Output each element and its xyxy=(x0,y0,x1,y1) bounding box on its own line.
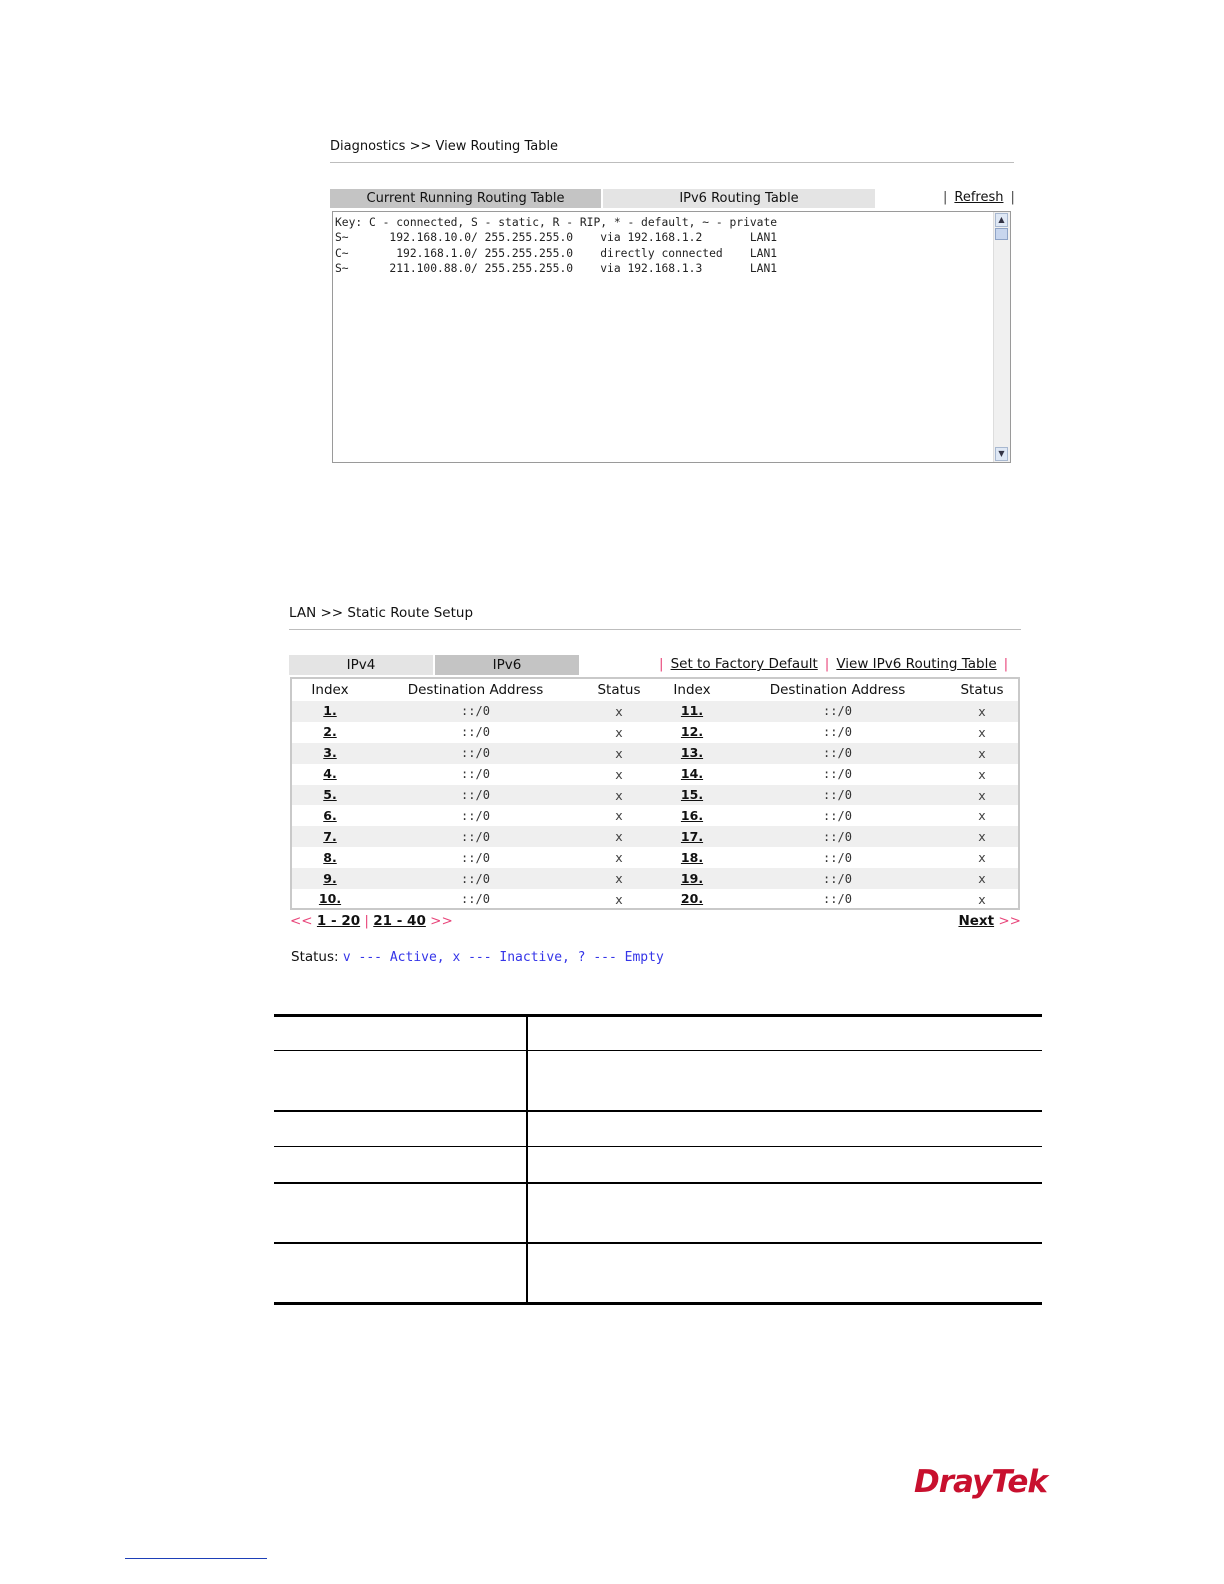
status-cell: x xyxy=(978,766,986,782)
status-cell: x xyxy=(978,891,986,907)
status-cell: x xyxy=(946,785,1018,806)
route-index-link[interactable]: 19. xyxy=(680,870,704,886)
table-header xyxy=(292,679,1018,701)
index-cell xyxy=(655,805,729,826)
destination-cell: ::/0 xyxy=(461,725,490,740)
static-route-table xyxy=(290,677,1020,910)
next-arrows: >> xyxy=(430,913,453,929)
index-cell xyxy=(655,847,729,868)
route-index-link[interactable]: 18. xyxy=(680,849,704,865)
table-row xyxy=(292,826,1018,847)
route-index-link[interactable]: 1. xyxy=(323,703,337,719)
table-row xyxy=(292,889,1018,910)
destination-cell: ::/0 xyxy=(729,868,946,889)
table-border-bottom xyxy=(274,1302,1042,1305)
destination-cell: ::/0 xyxy=(368,826,583,847)
index-cell xyxy=(655,868,729,889)
route-index-link[interactable]: 4. xyxy=(323,766,337,782)
next-link[interactable]: Next xyxy=(958,913,995,929)
status-legend-text: v --- Active, x --- Inactive, ? --- Empty xyxy=(342,950,664,965)
separator: | xyxy=(824,656,830,672)
status-cell: x xyxy=(615,850,623,866)
prev-arrows: << xyxy=(290,913,313,929)
destination-cell: ::/0 xyxy=(461,892,490,907)
table-row xyxy=(292,805,1018,826)
table-row-divider xyxy=(274,1110,1042,1112)
route-index-link[interactable]: 2. xyxy=(323,724,337,740)
index-cell xyxy=(292,701,368,722)
table-row-divider xyxy=(274,1242,1042,1244)
set-factory-default-link[interactable]: Set to Factory Default xyxy=(670,656,818,672)
status-cell: x xyxy=(615,766,623,782)
scrollbar-thumb[interactable] xyxy=(995,228,1008,240)
status-cell: x xyxy=(946,743,1018,764)
destination-cell: ::/0 xyxy=(368,785,583,806)
index-cell xyxy=(292,764,368,785)
table-border-top xyxy=(274,1014,1042,1017)
next-page xyxy=(958,913,1021,929)
footer-rule xyxy=(125,1558,267,1559)
divider xyxy=(289,629,1021,630)
column-header: Index xyxy=(673,682,711,698)
status-cell: x xyxy=(978,724,986,740)
index-cell xyxy=(292,847,368,868)
route-index-link[interactable]: 5. xyxy=(323,787,337,802)
table-row xyxy=(292,764,1018,785)
index-cell xyxy=(655,889,729,910)
route-index-link[interactable]: 14. xyxy=(680,766,704,782)
destination-cell: ::/0 xyxy=(823,850,852,865)
column-header: Destination Address xyxy=(407,682,544,698)
route-index-link[interactable]: 11. xyxy=(680,703,704,719)
status-cell: x xyxy=(583,743,655,764)
index-cell xyxy=(292,743,368,764)
route-index-link[interactable]: 16. xyxy=(680,807,704,823)
separator: | xyxy=(1010,190,1015,205)
divider xyxy=(330,162,1014,163)
index-cell xyxy=(655,764,729,785)
destination-cell: ::/0 xyxy=(461,808,490,823)
diagnostics-links xyxy=(936,190,1022,205)
draytek-logo: DrayTek xyxy=(914,1464,1047,1500)
table-row xyxy=(292,847,1018,868)
table-column-divider xyxy=(526,1014,528,1305)
status-cell: x xyxy=(583,785,655,806)
index-cell xyxy=(292,722,368,743)
route-index-link[interactable]: 6. xyxy=(323,807,337,823)
route-index-link[interactable]: 7. xyxy=(323,828,337,844)
route-index-link[interactable]: 8. xyxy=(323,849,337,865)
separator: | xyxy=(943,190,948,205)
table-row xyxy=(292,785,1018,806)
status-legend xyxy=(291,949,664,965)
route-index-link[interactable]: 17. xyxy=(680,828,704,844)
destination-cell: ::/0 xyxy=(823,808,852,823)
destination-cell: ::/0 xyxy=(823,767,852,782)
status-cell: x xyxy=(615,808,623,824)
scroll-up-icon[interactable]: ▲ xyxy=(995,213,1008,227)
page-link-21-40[interactable]: 21 - 40 xyxy=(373,913,426,929)
destination-cell: ::/0 xyxy=(729,701,946,722)
index-cell xyxy=(655,743,729,764)
status-cell: x xyxy=(615,724,623,740)
page-link-1-20[interactable]: 1 - 20 xyxy=(316,913,361,929)
next-arrows: >> xyxy=(998,913,1021,929)
tab-ipv6[interactable]: IPv6 xyxy=(435,655,579,675)
index-cell xyxy=(292,826,368,847)
static-route-links xyxy=(652,656,1015,672)
status-cell: x xyxy=(583,868,655,889)
tab-ipv6-routing-table[interactable]: IPv6 Routing Table xyxy=(603,189,875,208)
route-index-link[interactable]: 13. xyxy=(680,745,704,761)
index-cell xyxy=(292,785,368,806)
index-cell xyxy=(292,868,368,889)
status-label: Status: xyxy=(291,949,339,965)
index-cell xyxy=(655,701,729,722)
table-row xyxy=(292,701,1018,722)
route-index-link[interactable]: 12. xyxy=(680,724,704,740)
index-cell xyxy=(292,805,368,826)
table-row-divider xyxy=(274,1146,1042,1147)
routing-table-text: Key: C - connected, S - static, R - RIP, * - default, ~ - private S~ 192.168.10.0/ 255.255.255.0 via 192.168.1.2 LAN1 C~ 192.168.1.0/ 255.255.255.0 directly connected LAN1 S~ 211.100.88.0/ 255.255.255.0 via 192.168.1.3 LAN1 xyxy=(335,216,778,275)
routing-table-output[interactable] xyxy=(332,211,1011,463)
static-route-breadcrumb: LAN >> Static Route Setup xyxy=(289,605,474,621)
refresh-link[interactable]: Refresh xyxy=(954,190,1004,205)
destination-cell: ::/0 xyxy=(461,767,490,782)
column-header: Status xyxy=(597,682,641,698)
destination-cell: ::/0 xyxy=(729,743,946,764)
column-header: Status xyxy=(960,682,1004,698)
status-cell: x xyxy=(946,826,1018,847)
destination-cell: ::/0 xyxy=(461,850,490,865)
status-cell: x xyxy=(615,891,623,907)
table-row xyxy=(292,743,1018,764)
route-index-link[interactable]: 3. xyxy=(323,745,337,761)
status-cell: x xyxy=(978,850,986,866)
separator: | xyxy=(364,913,369,929)
view-ipv6-routing-table-link[interactable]: View IPv6 Routing Table xyxy=(836,656,997,672)
column-header: Destination Address xyxy=(769,682,906,698)
route-index-link[interactable]: 10. xyxy=(318,891,342,907)
status-cell: x xyxy=(583,701,655,722)
route-index-link[interactable]: 20. xyxy=(680,891,704,907)
index-cell xyxy=(655,785,729,806)
destination-cell: ::/0 xyxy=(823,892,852,907)
diagnostics-breadcrumb: Diagnostics >> View Routing Table xyxy=(330,139,559,154)
table-row-divider xyxy=(274,1050,1042,1051)
index-cell xyxy=(655,722,729,743)
status-cell: x xyxy=(946,701,1018,722)
column-header: Index xyxy=(311,682,349,698)
table-row xyxy=(292,868,1018,889)
table-row-divider xyxy=(274,1182,1042,1184)
index-cell xyxy=(655,826,729,847)
destination-cell: ::/0 xyxy=(823,725,852,740)
destination-cell: ::/0 xyxy=(729,785,946,806)
route-index-link[interactable]: 9. xyxy=(323,870,337,886)
description-table xyxy=(274,1014,1042,1305)
destination-cell: ::/0 xyxy=(368,743,583,764)
index-cell xyxy=(292,889,368,910)
tab-current-running-routing-table[interactable]: Current Running Routing Table xyxy=(330,189,601,208)
status-cell: x xyxy=(946,868,1018,889)
pagination xyxy=(290,913,453,929)
destination-cell: ::/0 xyxy=(368,701,583,722)
status-cell: x xyxy=(583,826,655,847)
separator: | xyxy=(659,656,664,672)
destination-cell: ::/0 xyxy=(729,826,946,847)
scroll-down-icon[interactable]: ▼ xyxy=(995,447,1008,461)
separator: | xyxy=(1003,656,1009,672)
tab-ipv4[interactable]: IPv4 xyxy=(289,655,433,675)
table-row xyxy=(292,722,1018,743)
destination-cell: ::/0 xyxy=(368,868,583,889)
status-cell: x xyxy=(978,808,986,824)
vertical-scrollbar[interactable] xyxy=(993,212,1010,462)
route-index-link[interactable]: 15. xyxy=(680,787,704,802)
